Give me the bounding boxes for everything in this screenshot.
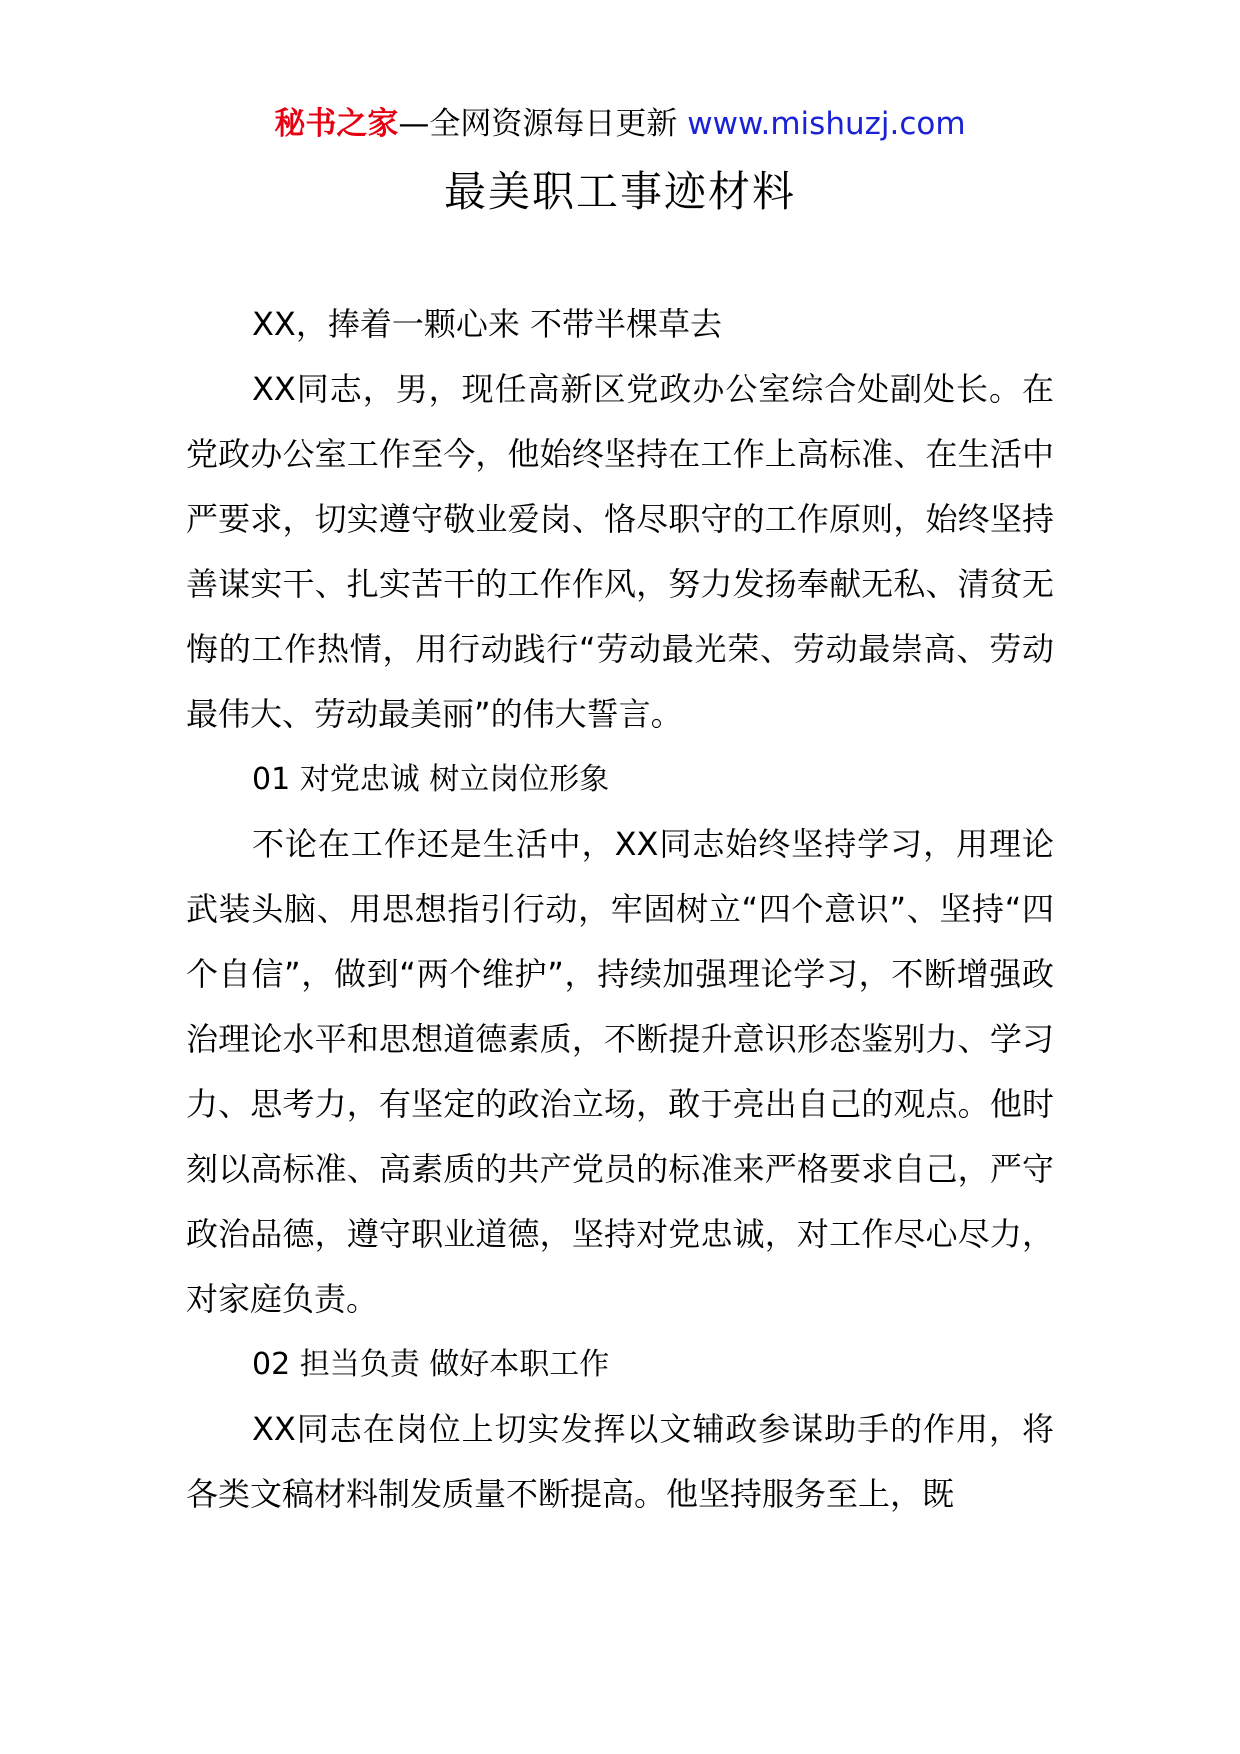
document-title: 最美职工事迹材料: [443, 167, 796, 216]
paragraph-intro: XX同志，男，现任高新区党政办公室综合处副处长。在党政办公室工作至今，他始终坚持在工作上高标准、在生活中严要求，切实遵守敬业爱岗、恪尽职守的工作原则，始终坚持善谋实干、扎实苦干的工作作风，努力发扬奉献无私、清贫无悔的工作热情，用行动践行“劳动最光荣、劳动最崇高、劳动最伟大、劳动最美丽”的伟大誓言。: [186, 370, 1054, 733]
paragraph-section-01: 不论在工作还是生活中，XX同志始终坚持学习，用理论武装头脑、用思想指引行动，牢固树立“四个意识”、坚持“四个自信”，做到“两个维护”，持续加强理论学习，不断增强政治理论水平和思想道德素质，不断提升意识形态鉴别力、学习力、思考力，有坚定的政治立场，敢于亮出自己的观点。他时刻以高标准、高素质的共产党员的标准来严格要求自己，严守政治品德，遵守职业道德，坚持对党忠诚，对工作尽心尽力，对家庭负责。: [186, 825, 1054, 1318]
header-tagline: —全网资源每日更新: [398, 106, 678, 142]
section-heading-01: 01 对党忠诚 树立岗位形象: [252, 762, 610, 797]
document-body: [186, 292, 1054, 1527]
section-heading-02: 02 担当负责 做好本职工作: [252, 1347, 610, 1382]
site-url-link[interactable]: www.mishuzj.com: [687, 106, 966, 142]
page-header: [0, 100, 1240, 148]
paragraph-subtitle: XX，捧着一颗心来 不带半棵草去: [252, 305, 723, 343]
paragraph-section-02: XX同志在岗位上切实发挥以文辅政参谋助手的作用，将各类文稿材料制发质量不断提高。他坚持服务至上，既: [186, 1410, 1054, 1513]
brand-name: 秘书之家: [274, 106, 399, 142]
